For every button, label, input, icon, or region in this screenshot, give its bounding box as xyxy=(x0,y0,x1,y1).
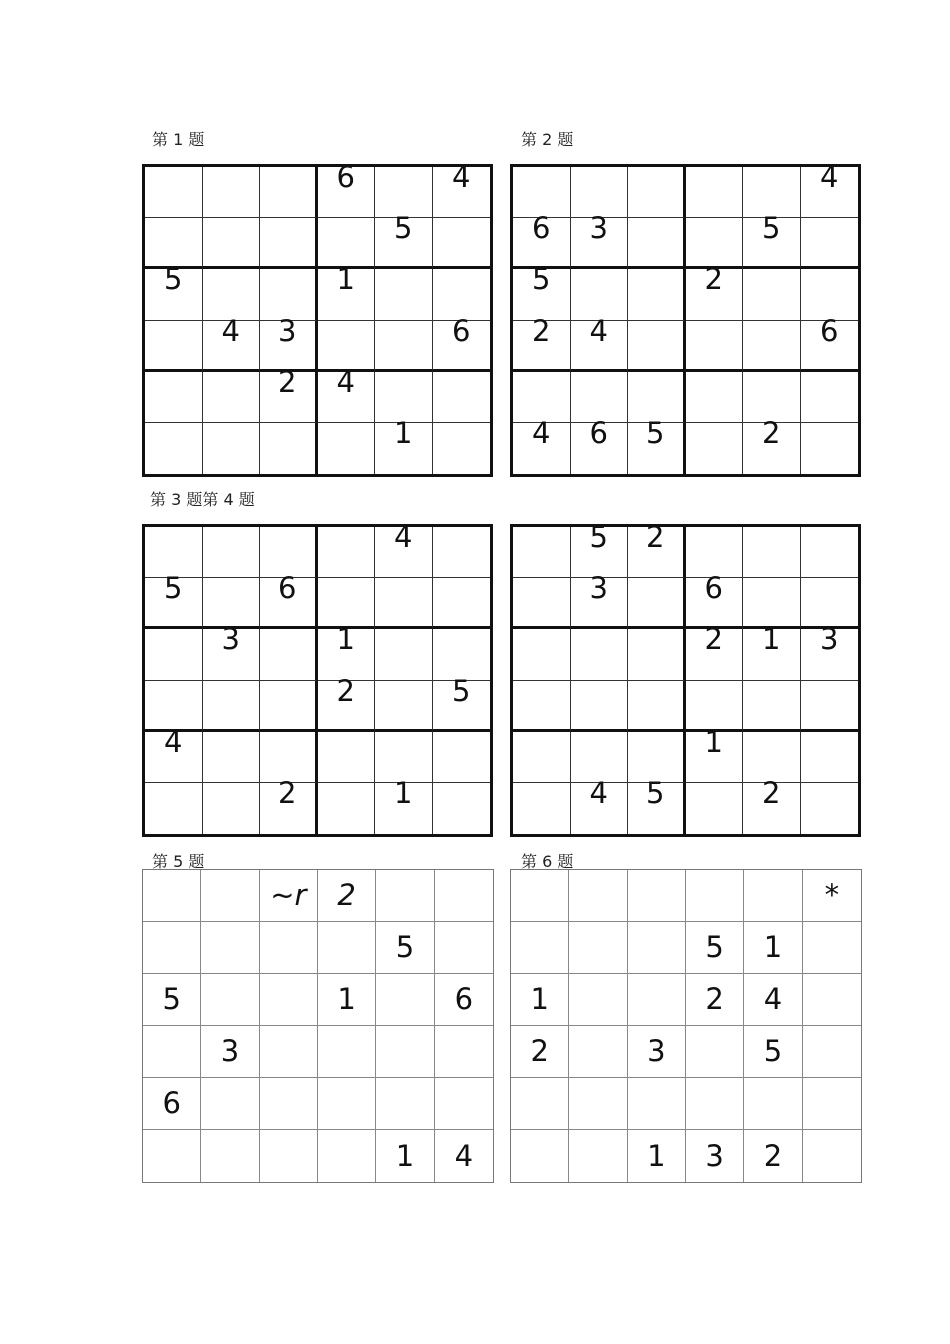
cell-value: 2 xyxy=(646,520,665,554)
grid-cell xyxy=(801,160,859,218)
cell-value: 2 xyxy=(337,878,356,912)
cell-value: 2 xyxy=(336,673,355,708)
cell-value: 3 xyxy=(820,622,839,657)
grid-cell xyxy=(435,1026,493,1078)
grid-cell xyxy=(628,974,686,1026)
grid-cell xyxy=(686,372,744,423)
grid-cell xyxy=(260,1130,318,1182)
grid-cell xyxy=(201,922,259,974)
grid-cell xyxy=(571,415,629,474)
cell-value: 6 xyxy=(454,982,474,1016)
grid-cell xyxy=(260,681,318,732)
cell-value: 4 xyxy=(763,982,783,1016)
grid-cell xyxy=(145,262,203,320)
cell-value: 4 xyxy=(221,313,240,348)
cell-value: 2 xyxy=(763,1138,783,1173)
grid-cell xyxy=(435,1078,493,1130)
grid-cell xyxy=(260,571,318,629)
grid-cell xyxy=(803,1026,861,1078)
grid-cell xyxy=(203,622,261,680)
grid-cell xyxy=(513,732,571,783)
grid-cell xyxy=(744,1078,802,1130)
cell-value: 5 xyxy=(532,262,551,297)
grid-cell xyxy=(203,372,261,423)
grid-cell xyxy=(318,922,376,974)
grid-cell xyxy=(376,974,434,1026)
grid-cell xyxy=(143,974,201,1026)
grid-cell xyxy=(375,520,433,578)
grid-cell xyxy=(375,269,433,320)
grid-cell xyxy=(260,629,318,680)
grid-cell xyxy=(203,167,261,218)
grid-cell xyxy=(375,775,433,834)
grid-cell xyxy=(628,578,686,629)
grid-cell xyxy=(203,269,261,320)
grid-cell xyxy=(318,262,376,320)
cell-value: 5 xyxy=(763,1034,783,1068)
sudoku-grid-1 xyxy=(142,160,493,477)
sudoku-grid-5 xyxy=(142,869,494,1183)
grid-cell xyxy=(686,974,744,1026)
grid-cell xyxy=(511,974,569,1026)
grid-cell xyxy=(743,415,801,474)
grid-cell xyxy=(569,1026,627,1078)
grid-cell xyxy=(803,870,861,922)
grid-cell xyxy=(201,974,259,1026)
grid-cell xyxy=(801,783,859,834)
grid-cell xyxy=(375,211,433,269)
grid-cell xyxy=(511,1026,569,1078)
grid-cell xyxy=(571,775,629,834)
cell-value: ~r xyxy=(270,878,307,912)
grid-cell xyxy=(318,423,376,474)
cell-value: 4 xyxy=(164,724,183,759)
grid-cell xyxy=(433,269,491,320)
grid-cell xyxy=(260,167,318,218)
grid-cell xyxy=(433,673,491,732)
cell-value: 1 xyxy=(337,982,356,1016)
grid-cell xyxy=(318,364,376,423)
cell-value: 1 xyxy=(336,262,355,297)
grid-cell xyxy=(375,681,433,732)
cell-value: 6 xyxy=(336,160,355,194)
grid-cell xyxy=(203,783,261,834)
grid-cell xyxy=(376,1026,434,1078)
grid-cell xyxy=(686,870,744,922)
grid-cell xyxy=(375,578,433,629)
grid-cell xyxy=(513,629,571,680)
cell-value: 5 xyxy=(164,571,183,606)
grid-cell xyxy=(376,922,434,974)
grid-cell xyxy=(686,1026,744,1078)
grid-cell xyxy=(260,870,318,922)
grid-cell xyxy=(143,1078,201,1130)
grid-cell xyxy=(203,423,261,474)
grid-cell xyxy=(628,218,686,269)
cell-value: 1 xyxy=(394,775,413,810)
grid-cell xyxy=(569,1130,627,1182)
grid-cell xyxy=(569,974,627,1026)
grid-cell xyxy=(628,775,686,834)
cell-value: 1 xyxy=(704,724,723,759)
grid-cell xyxy=(203,527,261,578)
sudoku-grid-2 xyxy=(510,160,861,477)
cell-value: 4 xyxy=(454,1138,474,1173)
cell-value: 3 xyxy=(278,313,297,348)
grid-cell xyxy=(376,1130,434,1182)
grid-cell xyxy=(803,1130,861,1182)
grid-cell xyxy=(143,1130,201,1182)
grid-cell xyxy=(260,922,318,974)
grid-cell xyxy=(260,974,318,1026)
grid-cell xyxy=(801,681,859,732)
cell-value: 5 xyxy=(589,520,608,554)
cell-value: 3 xyxy=(221,622,240,657)
grid-cell xyxy=(743,269,801,320)
cell-value: 2 xyxy=(278,775,297,810)
cell-value: 1 xyxy=(395,1138,415,1173)
grid-cell xyxy=(571,269,629,320)
grid-cell xyxy=(260,423,318,474)
grid-cell xyxy=(513,415,571,474)
puzzle-1-label: 第 1 题 xyxy=(152,130,205,149)
sudoku-grid-3 xyxy=(142,520,493,837)
sudoku-grid-6 xyxy=(510,869,862,1183)
grid-cell xyxy=(375,629,433,680)
cell-value: 3 xyxy=(589,211,608,246)
grid-cell xyxy=(145,724,203,783)
grid-cell xyxy=(145,423,203,474)
grid-cell xyxy=(318,1078,376,1130)
grid-cell xyxy=(260,313,318,372)
grid-cell xyxy=(145,783,203,834)
cell-value: 3 xyxy=(647,1034,666,1068)
grid-cell xyxy=(201,1078,259,1130)
cell-value: 6 xyxy=(820,313,839,348)
cell-value: 2 xyxy=(278,364,297,399)
puzzle-3-4-label: 第 3 题第 4 题 xyxy=(150,490,255,509)
cell-value: 2 xyxy=(704,262,723,297)
grid-cell xyxy=(686,724,744,783)
grid-cell xyxy=(628,1130,686,1182)
cell-value: 6 xyxy=(162,1086,181,1120)
grid-cell xyxy=(513,262,571,320)
grid-cell xyxy=(435,1130,493,1182)
grid-cell xyxy=(571,571,629,629)
cell-value: 5 xyxy=(164,262,183,297)
grid-cell xyxy=(203,681,261,732)
grid-cell xyxy=(433,527,491,578)
cell-value: 1 xyxy=(647,1138,666,1173)
cell-value: 2 xyxy=(530,1034,549,1068)
grid-cell xyxy=(743,321,801,372)
grid-cell xyxy=(743,681,801,732)
cell-value: 3 xyxy=(220,1034,240,1068)
grid-cell xyxy=(744,870,802,922)
cell-value: 2 xyxy=(704,622,723,657)
grid-cell xyxy=(686,1130,744,1182)
grid-cell xyxy=(628,167,686,218)
grid-cell xyxy=(318,622,376,680)
puzzle-5-label: 第 5 题 xyxy=(152,852,205,871)
grid-cell xyxy=(513,783,571,834)
grid-cell xyxy=(201,1130,259,1182)
grid-cell xyxy=(686,321,744,372)
cell-value: 4 xyxy=(589,775,608,810)
cell-value: 5 xyxy=(452,673,471,708)
grid-cell xyxy=(571,313,629,372)
grid-cell xyxy=(318,732,376,783)
grid-cell xyxy=(318,160,376,218)
grid-cell xyxy=(569,870,627,922)
grid-cell xyxy=(376,870,434,922)
cell-value: 5 xyxy=(762,211,781,246)
grid-cell xyxy=(145,167,203,218)
grid-cell xyxy=(145,681,203,732)
grid-cell xyxy=(743,775,801,834)
grid-cell xyxy=(203,218,261,269)
grid-cell xyxy=(318,783,376,834)
grid-cell xyxy=(433,423,491,474)
cell-value: 5 xyxy=(646,775,665,810)
grid-cell xyxy=(203,313,261,372)
grid-cell xyxy=(686,622,744,680)
grid-cell xyxy=(433,783,491,834)
grid-cell xyxy=(628,1026,686,1078)
cell-value: 2 xyxy=(762,775,781,810)
grid-cell xyxy=(628,922,686,974)
cell-value: 2 xyxy=(532,313,551,348)
grid-cell xyxy=(803,974,861,1026)
grid-cell xyxy=(686,167,744,218)
grid-cell xyxy=(511,870,569,922)
grid-cell xyxy=(318,527,376,578)
grid-cell xyxy=(801,527,859,578)
grid-cell xyxy=(801,372,859,423)
cell-value: 5 xyxy=(395,930,415,964)
grid-cell xyxy=(260,218,318,269)
grid-cell xyxy=(433,629,491,680)
grid-cell xyxy=(318,974,376,1026)
grid-cell xyxy=(569,922,627,974)
grid-cell xyxy=(203,732,261,783)
cell-value: 2 xyxy=(705,982,724,1016)
grid-cell xyxy=(801,622,859,680)
grid-cell xyxy=(628,629,686,680)
cell-value: 4 xyxy=(589,313,608,348)
grid-cell xyxy=(801,313,859,372)
grid-cell xyxy=(435,974,493,1026)
grid-cell xyxy=(513,681,571,732)
cell-value: 1 xyxy=(762,622,781,657)
cell-value: 5 xyxy=(646,415,665,450)
grid-cell xyxy=(143,870,201,922)
grid-cell xyxy=(744,1130,802,1182)
grid-cell xyxy=(801,423,859,474)
grid-cell xyxy=(511,1130,569,1182)
cell-value: 6 xyxy=(589,415,608,450)
cell-value: 4 xyxy=(820,160,839,194)
cell-value: 3 xyxy=(589,571,608,606)
grid-cell xyxy=(318,673,376,732)
cell-value: 4 xyxy=(452,160,471,194)
cell-value: 1 xyxy=(530,982,549,1016)
grid-cell xyxy=(513,527,571,578)
grid-cell xyxy=(143,922,201,974)
grid-cell xyxy=(375,415,433,474)
grid-cell xyxy=(801,269,859,320)
grid-cell xyxy=(686,423,744,474)
grid-cell xyxy=(376,1078,434,1130)
grid-cell xyxy=(145,571,203,629)
grid-cell xyxy=(744,922,802,974)
cell-value: 6 xyxy=(704,571,723,606)
cell-value: 6 xyxy=(278,571,297,606)
grid-cell xyxy=(433,372,491,423)
grid-cell xyxy=(628,520,686,578)
cell-value: 1 xyxy=(394,415,413,450)
grid-cell xyxy=(260,775,318,834)
grid-cell xyxy=(201,870,259,922)
grid-cell xyxy=(145,321,203,372)
grid-cell xyxy=(571,629,629,680)
grid-cell xyxy=(686,262,744,320)
grid-cell xyxy=(318,1026,376,1078)
grid-cell xyxy=(433,160,491,218)
puzzle-6-label: 第 6 题 xyxy=(521,852,574,871)
cell-value: 6 xyxy=(452,313,471,348)
grid-cell xyxy=(433,218,491,269)
cell-value: 6 xyxy=(532,211,551,246)
grid-cell xyxy=(433,313,491,372)
grid-cell xyxy=(744,974,802,1026)
grid-cell xyxy=(628,681,686,732)
grid-cell xyxy=(260,1026,318,1078)
grid-cell xyxy=(628,269,686,320)
grid-cell xyxy=(511,922,569,974)
grid-cell xyxy=(686,922,744,974)
cell-value: 1 xyxy=(763,930,783,964)
grid-cell xyxy=(513,578,571,629)
cell-value: 5 xyxy=(162,982,181,1016)
grid-cell xyxy=(628,1078,686,1130)
grid-cell xyxy=(628,321,686,372)
puzzle-2-label: 第 2 题 xyxy=(521,130,574,149)
grid-cell xyxy=(260,1078,318,1130)
grid-cell xyxy=(318,870,376,922)
grid-cell xyxy=(201,1026,259,1078)
cell-value: 4 xyxy=(394,520,413,554)
grid-cell xyxy=(260,269,318,320)
grid-cell xyxy=(433,578,491,629)
cell-value: 5 xyxy=(705,930,724,964)
sudoku-grid-4 xyxy=(510,520,861,837)
grid-cell xyxy=(686,1078,744,1130)
grid-cell xyxy=(628,415,686,474)
grid-cell xyxy=(511,1078,569,1130)
cell-value: * xyxy=(824,878,840,912)
grid-cell xyxy=(743,527,801,578)
cell-value: 5 xyxy=(394,211,413,246)
grid-cell xyxy=(433,732,491,783)
grid-cell xyxy=(318,321,376,372)
grid-cell xyxy=(260,364,318,423)
grid-cell xyxy=(569,1078,627,1130)
grid-cell xyxy=(743,622,801,680)
grid-cell xyxy=(686,783,744,834)
grid-cell xyxy=(143,1026,201,1078)
grid-cell xyxy=(435,922,493,974)
cell-value: 1 xyxy=(336,622,355,657)
grid-cell xyxy=(801,218,859,269)
cell-value: 2 xyxy=(762,415,781,450)
cell-value: 4 xyxy=(532,415,551,450)
grid-cell xyxy=(513,313,571,372)
grid-cell xyxy=(435,870,493,922)
grid-cell xyxy=(743,211,801,269)
grid-cell xyxy=(145,372,203,423)
grid-cell xyxy=(318,1130,376,1182)
grid-cell xyxy=(803,1078,861,1130)
grid-cell xyxy=(628,870,686,922)
cell-value: 4 xyxy=(336,364,355,399)
grid-cell xyxy=(375,321,433,372)
cell-value: 3 xyxy=(705,1138,724,1173)
grid-cell xyxy=(145,629,203,680)
grid-cell xyxy=(686,681,744,732)
grid-cell xyxy=(803,922,861,974)
grid-cell xyxy=(571,681,629,732)
grid-cell xyxy=(801,732,859,783)
grid-cell xyxy=(571,211,629,269)
grid-cell xyxy=(744,1026,802,1078)
